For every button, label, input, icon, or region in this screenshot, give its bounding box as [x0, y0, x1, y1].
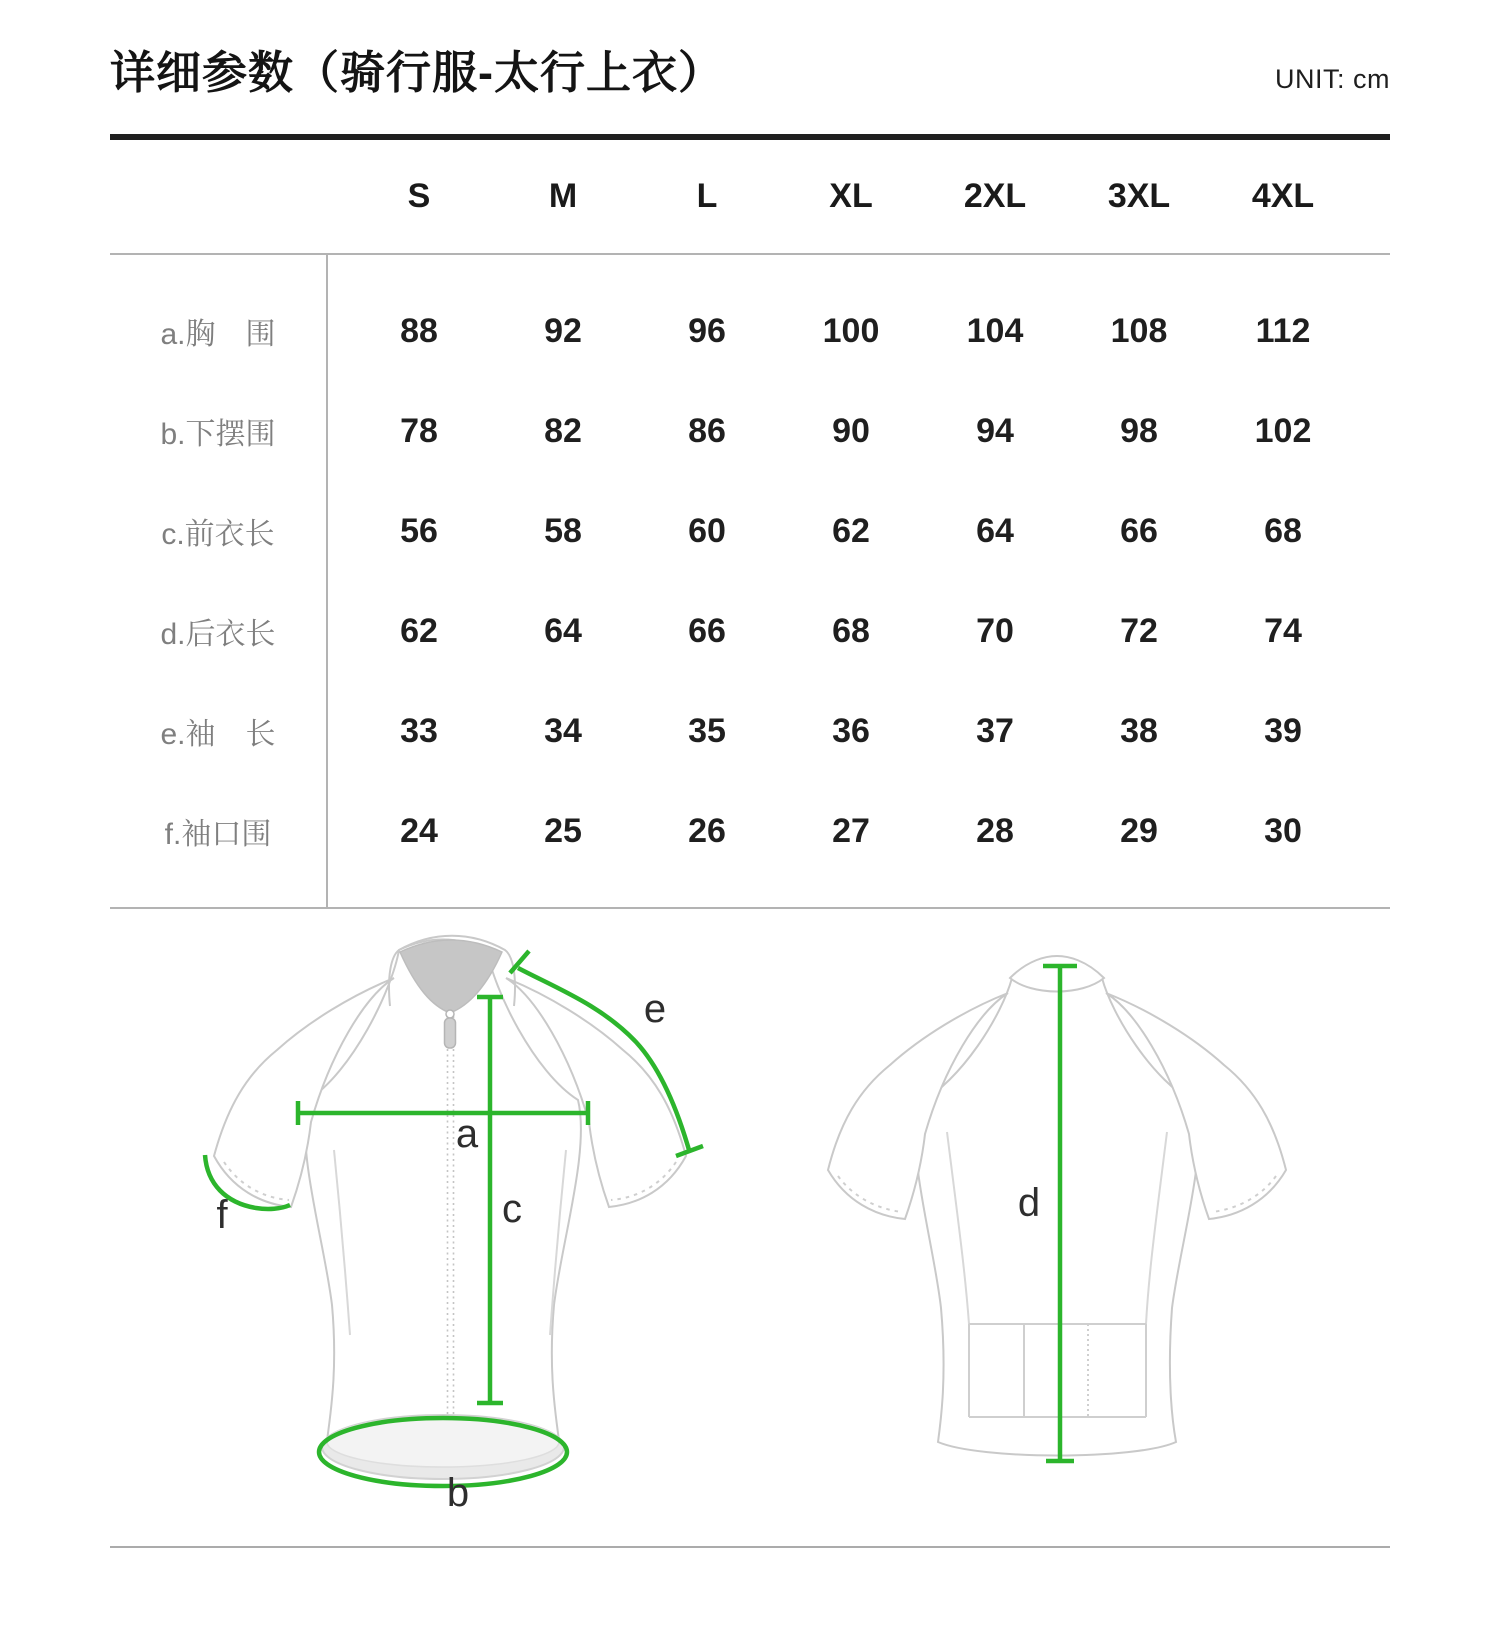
measure-label: c.前衣长 — [161, 518, 275, 551]
size-value: 88 — [400, 311, 438, 350]
size-value: 60 — [688, 511, 726, 550]
size-value: 68 — [832, 611, 870, 650]
measurement-label-c: c — [502, 1187, 522, 1231]
size-column-header-s: S — [407, 177, 431, 215]
size-value: 37 — [976, 711, 1014, 750]
measurement-label-e: e — [643, 987, 667, 1031]
measure-label: a.胸 围 — [160, 318, 276, 351]
size-value: 90 — [832, 411, 870, 450]
size-value: 64 — [976, 511, 1014, 550]
size-value: 27 — [832, 811, 870, 850]
size-value: 78 — [400, 411, 438, 450]
size-column-header-3xl: 3XL — [1107, 177, 1171, 215]
size-value: 68 — [1264, 511, 1302, 550]
size-value: 86 — [688, 411, 726, 450]
measurement-label-d: d — [1017, 1181, 1041, 1225]
measure-label: e.袖 长 — [160, 718, 276, 751]
size-value: 94 — [976, 411, 1014, 450]
size-column-header-4xl: 4XL — [1251, 177, 1315, 215]
size-value: 64 — [544, 611, 582, 650]
measurement-label-f: f — [216, 1193, 228, 1237]
size-value: 39 — [1264, 711, 1302, 750]
size-value: 62 — [832, 511, 870, 550]
size-column-header-xl: XL — [829, 177, 873, 215]
size-value: 35 — [688, 711, 726, 750]
size-value: 38 — [1120, 711, 1158, 750]
size-value: 66 — [688, 611, 726, 650]
size-value: 102 — [1254, 411, 1312, 450]
size-value: 96 — [688, 311, 726, 350]
size-value: 24 — [400, 811, 438, 850]
unit-label: UNIT: cm — [1275, 64, 1390, 94]
size-value: 104 — [966, 311, 1024, 350]
size-value: 29 — [1120, 811, 1158, 850]
size-value: 108 — [1110, 311, 1168, 350]
size-column-header-2xl: 2XL — [963, 177, 1027, 215]
size-value: 25 — [544, 811, 582, 850]
size-value: 33 — [400, 711, 438, 750]
measurement-label-a: a — [455, 1112, 479, 1156]
size-value: 30 — [1264, 811, 1302, 850]
size-value: 70 — [976, 611, 1014, 650]
bottom-divider — [110, 1546, 1390, 1548]
size-value: 72 — [1120, 611, 1158, 650]
size-value: 74 — [1264, 611, 1302, 650]
size-value: 98 — [1120, 411, 1158, 450]
page-title: 详细参数（骑行服-太行上衣） — [110, 47, 724, 98]
back-jersey-drawing — [828, 956, 1286, 1456]
measure-label: f.袖口围 — [164, 818, 272, 851]
measure-label: b.下摆围 — [160, 418, 276, 451]
measure-label: d.后衣长 — [160, 618, 276, 651]
size-value: 112 — [1255, 311, 1311, 350]
size-value: 62 — [400, 611, 438, 650]
size-value: 92 — [544, 311, 582, 350]
size-value: 82 — [544, 411, 582, 450]
size-value: 58 — [544, 511, 582, 550]
size-column-header-m: M — [548, 177, 578, 215]
size-value: 26 — [688, 811, 726, 850]
size-value: 34 — [544, 711, 582, 750]
size-value: 36 — [832, 711, 870, 750]
size-column-header-l: L — [696, 177, 718, 215]
size-value: 66 — [1120, 511, 1158, 550]
size-value: 56 — [400, 511, 438, 550]
size-value: 28 — [976, 811, 1014, 850]
size-value: 100 — [822, 311, 880, 350]
measurement-label-b: b — [446, 1471, 470, 1515]
